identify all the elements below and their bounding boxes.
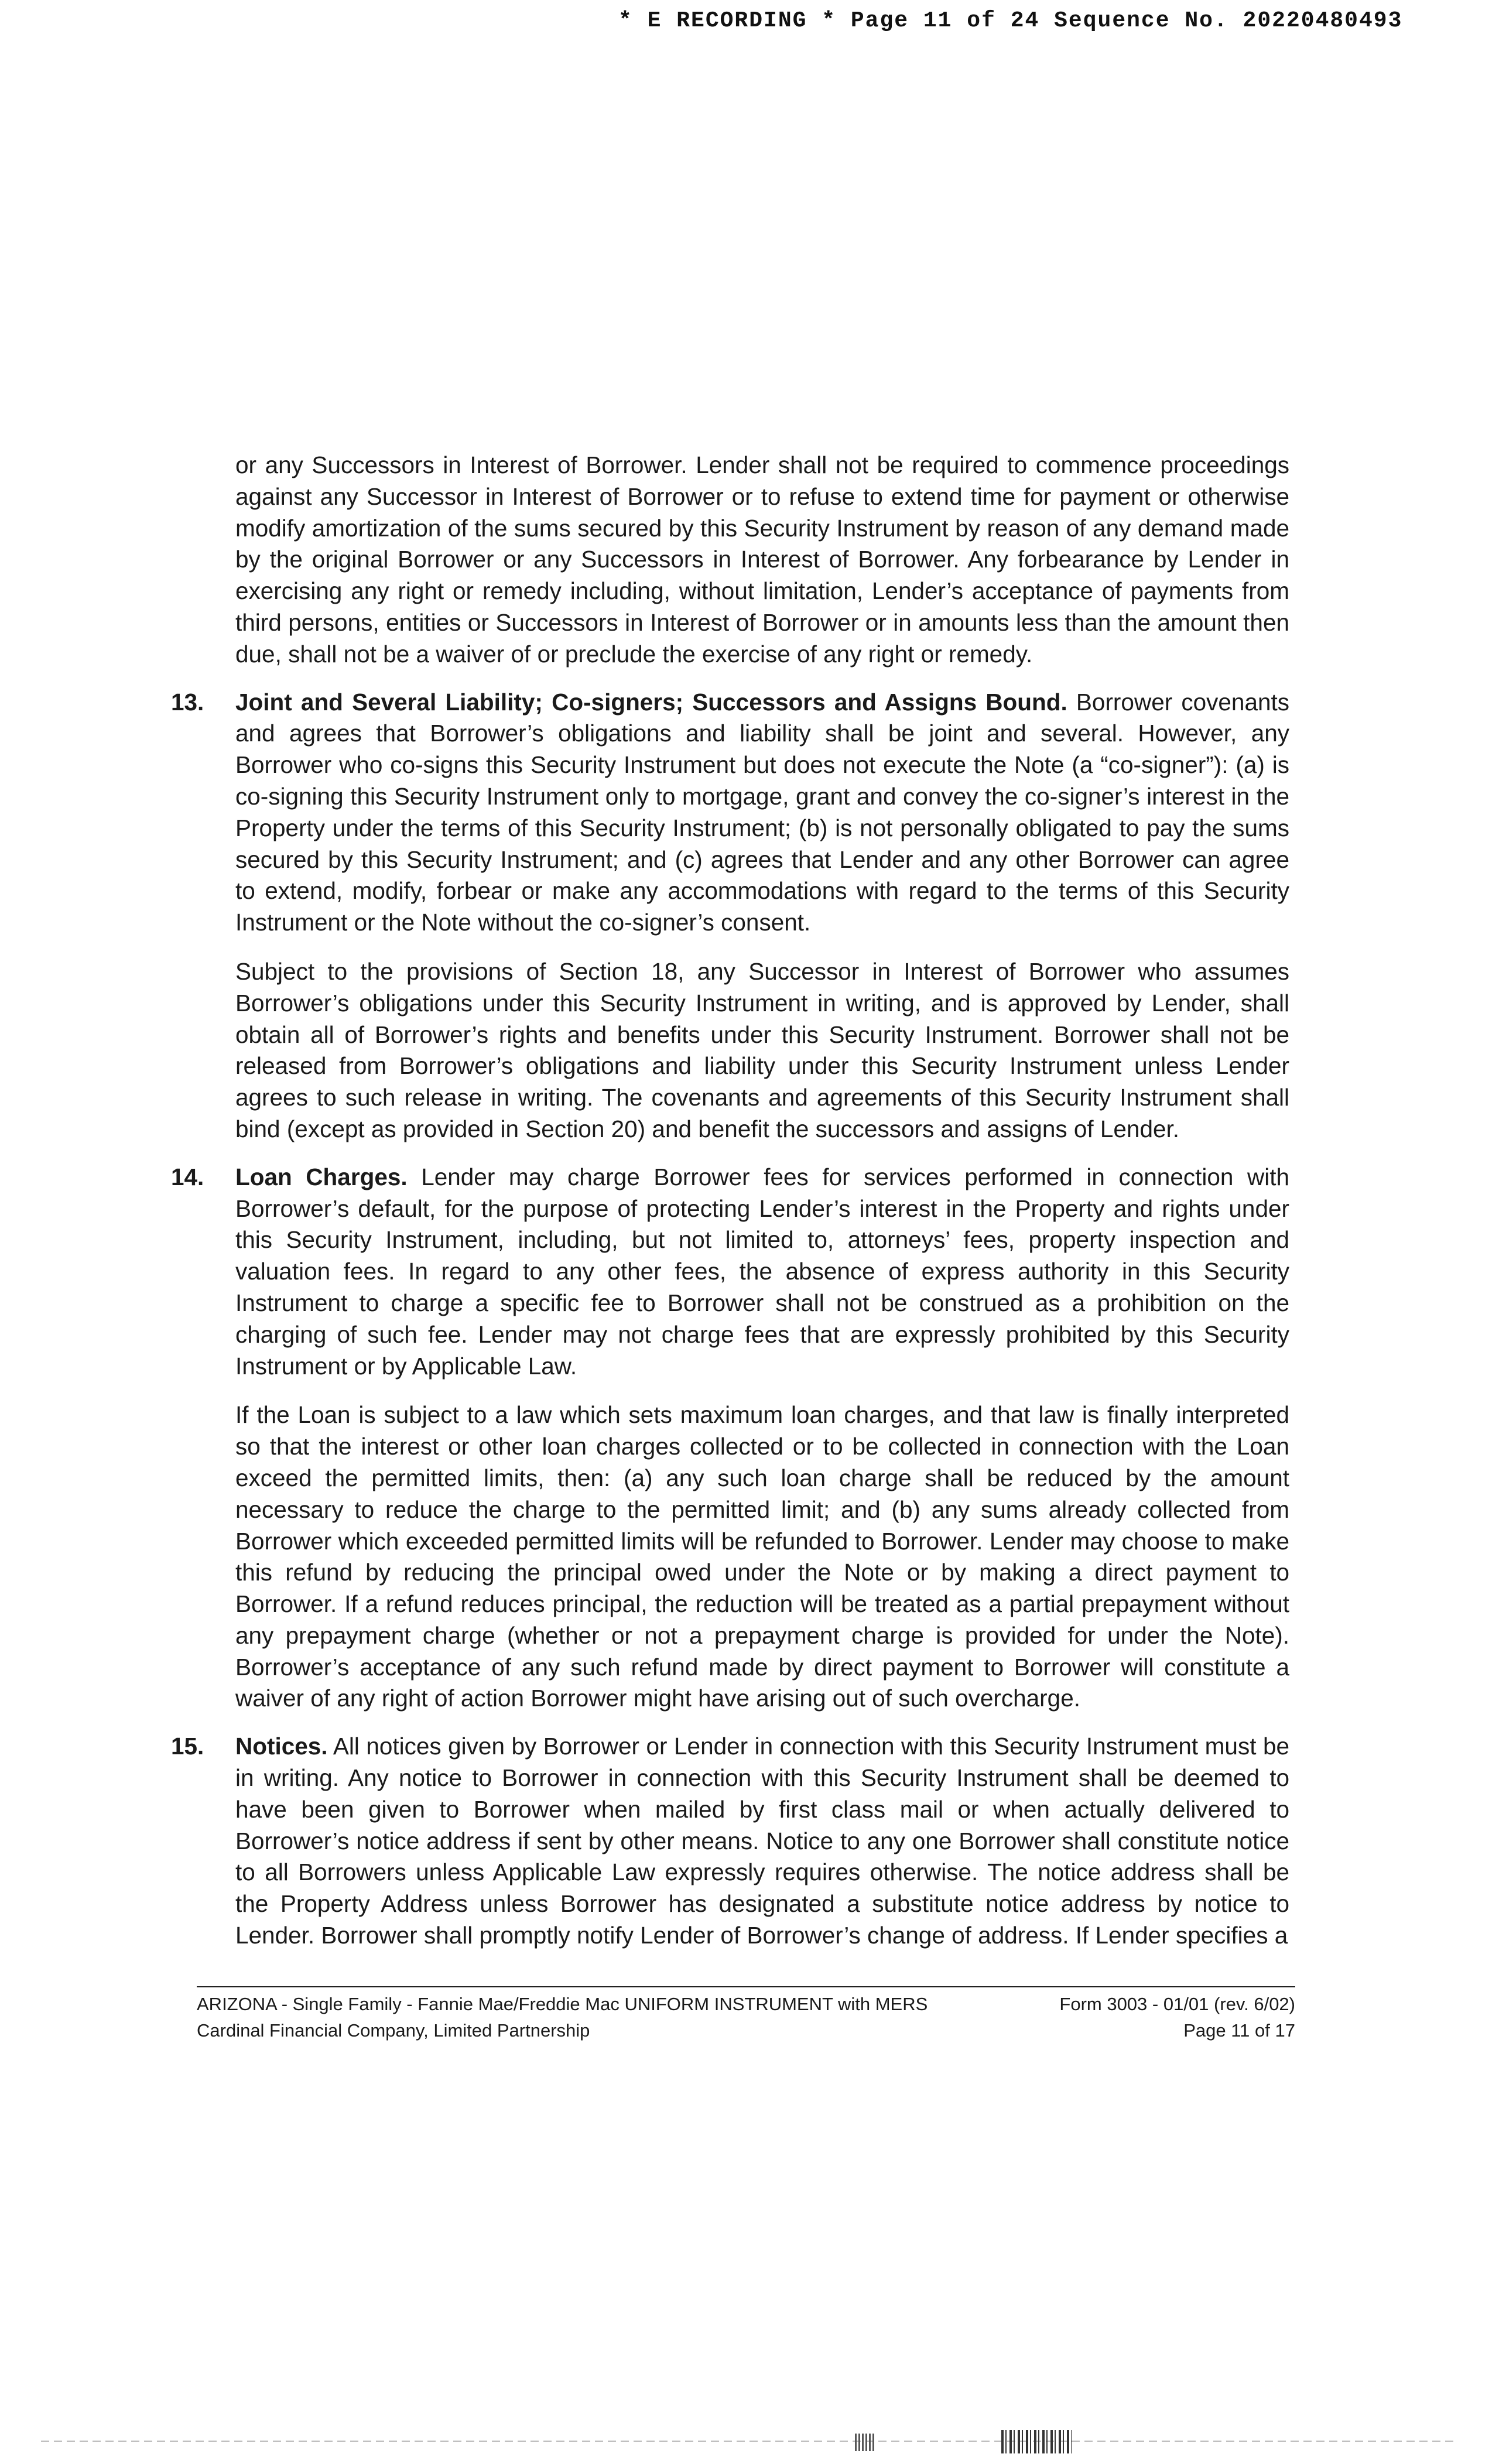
- section-13: [169, 687, 1289, 939]
- section-title: Joint and Several Liability; Co-signers; Successors and Assigns Bound.: [235, 688, 1067, 716]
- continuation-paragraph: or any Successors in Interest of Borrower. Lender shall not be required to commence proceedings against any Successor in Interest of Borrower or to refuse to extend time for payment or otherwise modify amortization of the sums secured by this Security Instrument by reason of any demand made by the original Borrower or any Successors in Interest of Borrower. Any forbearance by Lender in exercising any right or remedy including, without limitation, Lender’s acceptance of payments from third persons, entities or Successors in Interest of Borrower or in amounts less than the amount then due, shall not be a waiver of or preclude the exercise of any right or remedy.: [235, 451, 1289, 668]
- footer-row: [197, 1991, 1295, 2044]
- document-body: [169, 450, 1289, 1952]
- section-text: Lender may charge Borrower fees for services performed in connection with Borrower’s default, for the purpose of protecting Lender’s interest in the Property and rights under this Security Instrument, including, but not limited to, attorneys’ fees, property inspection and valuation fees. In regard to any other fees, the absence of express authority in this Security Instrument to charge a specific fee to Borrower shall not be construed as a prohibition on the charging of such fee. Lender may not charge fees that are expressly prohibited by this Security Instrument or by Applicable Law.: [235, 1163, 1289, 1380]
- section-paragraph: [235, 1162, 1289, 1382]
- footer-divider: [197, 1986, 1295, 1987]
- scan-artifact-line: [41, 2441, 1458, 2442]
- company-name: Cardinal Financial Company, Limited Partnership: [197, 2020, 590, 2041]
- section-paragraph: [235, 687, 1289, 939]
- section-text: All notices given by Borrower or Lender in connection with this Security Instrument must be in writing. Any notice to Borrower in connection with this Security Instrument shall be deemed to have been given to Borrower when mailed by first class mail or when actually delivered to Borrower’s notice address if sent by other means. Notice to any one Borrower shall constitute notice to all Borrowers unless Applicable Law expressly requires otherwise. The notice address shall be the Property Address unless Borrower has designated a substitute notice address by notice to Lender. Borrower shall promptly notify Lender of Borrower’s change of address. If Lender specifies a: [235, 1733, 1289, 1949]
- section-text: Borrower covenants and agrees that Borrower’s obligations and liability shall be joint and several. However, any Borrower who co-signs this Security Instrument but does not execute the Note (a “co-signer”): (a) is co-signing this Security Instrument only to mortgage, grant and convey the co-signer’s interest in the Property under the terms of this Security Instrument; (b) is not personally obligated to pay the sums secured by this Security Instrument; and (c) agrees that Lender and any other Borrower can agree to extend, modify, forbear or make any accommodations with regard to the terms of this Security Instrument or the Note without the co-signer’s consent.: [235, 688, 1290, 936]
- section-title: Notices.: [235, 1733, 328, 1760]
- section-13-subparagraph: Subject to the provisions of Section 18, any Successor in Interest of Borrower who assumes Borrower’s obligations under this Security Instrument in writing, and is approved by Lender, shall obtain all of Borrower’s rights and benefits under this Security Instrument. Borrower shall not be released from Borrower’s obligations and liability under this Security Instrument unless Lender agrees to such release in writing. The covenants and agreements of this Security Instrument shall bind (except as provided in Section 20) and benefit the successors and assigns of Lender.: [235, 957, 1289, 1142]
- footer-right: [1059, 1991, 1295, 2044]
- section-number: 14.: [171, 1163, 204, 1190]
- page-number: Page 11 of 17: [1183, 2020, 1295, 2041]
- form-title: ARIZONA - Single Family - Fannie Mae/Freddie Mac UNIFORM INSTRUMENT with MERS: [197, 1994, 928, 2014]
- barcode-mark: [1001, 2430, 1072, 2453]
- section-number: 15.: [171, 1733, 204, 1760]
- section-15: [169, 1731, 1289, 1952]
- recording-header: * E RECORDING * Page 11 of 24 Sequence No. 20220480493: [618, 8, 1403, 33]
- section-14-subparagraph: If the Loan is subject to a law which sets maximum loan charges, and that law is finally interpreted so that the interest or other loan charges collected or to be collected in connection with the Loan exceed the permitted limits, then: (a) any such loan charge shall be reduced by the amount necessary to reduce the charge to the permitted limit; and (b) any sums already collected from Borrower which exceeded permitted limits will be refunded to Borrower. Lender may choose to make this refund by reducing the principal owed under the Note or by making a direct payment to Borrower. If a refund reduces principal, the reduction will be treated as a partial prepayment without any prepayment charge (whether or not a prepayment charge is provided for under the Note). Borrower’s acceptance of any such refund made by direct payment to Borrower will constitute a waiver of any right of action Borrower might have arising out of such overcharge.: [235, 1401, 1289, 1712]
- section-14: [169, 1162, 1289, 1382]
- section-number: 13.: [171, 688, 204, 716]
- page-footer: [197, 1986, 1295, 2044]
- footer-left: [197, 1991, 928, 2044]
- section-paragraph: [235, 1731, 1289, 1952]
- section-title: Loan Charges.: [235, 1163, 408, 1190]
- form-number: Form 3003 - 01/01 (rev. 6/02): [1059, 1994, 1295, 2014]
- barcode-mark-small: [855, 2434, 875, 2451]
